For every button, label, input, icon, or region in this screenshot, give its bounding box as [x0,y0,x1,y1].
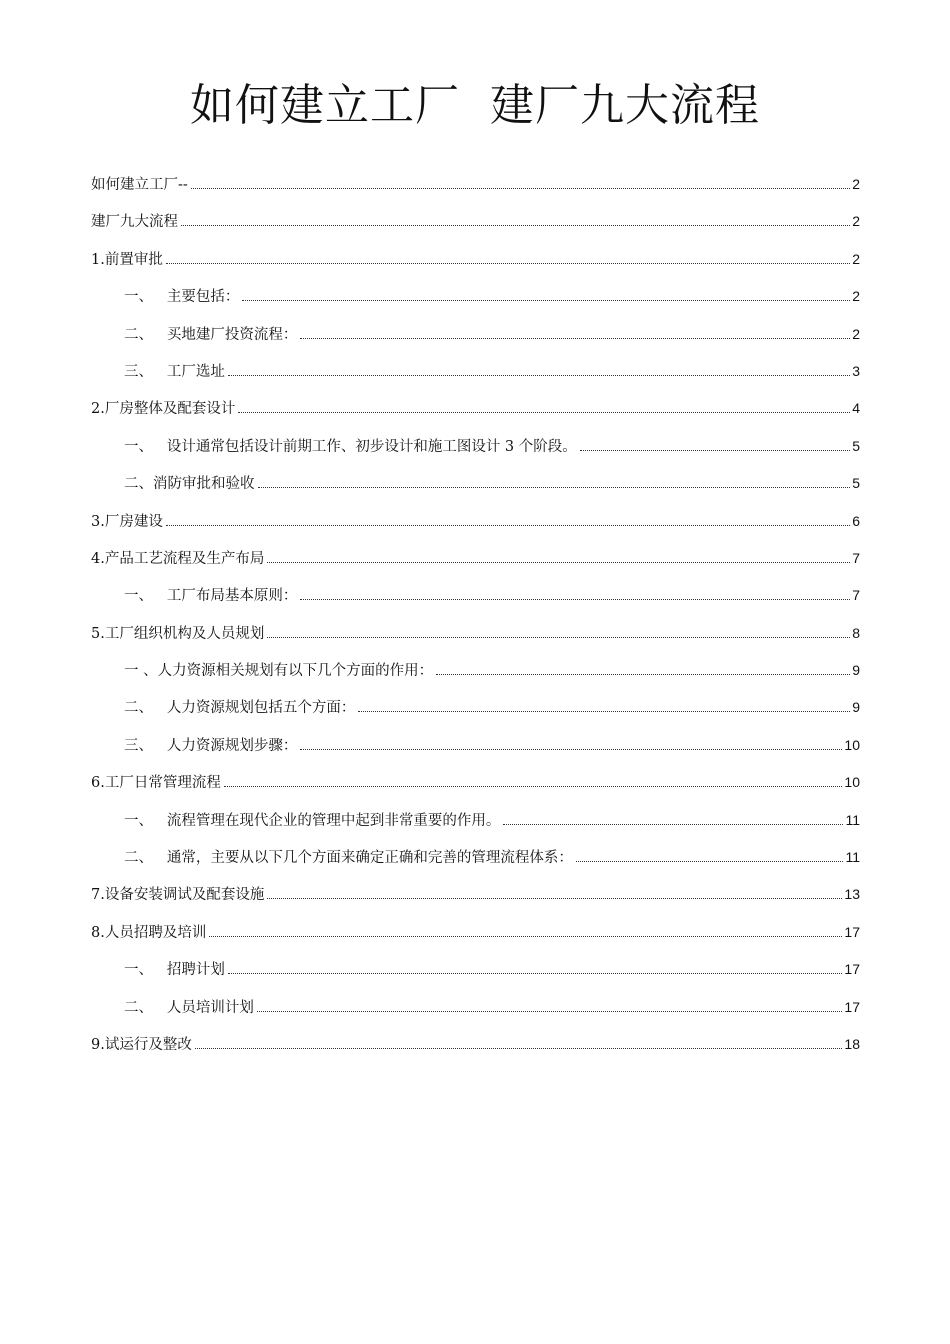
toc-entry-text: 4.产品工艺流程及生产布局 [91,550,265,567]
toc-entry-text: 一、 设计通常包括设计前期工作、初步设计和施工图设计 3 个阶段。 [124,438,577,455]
toc-dot-leader [166,263,850,264]
toc-entry-text: 1.前置审批 [91,251,163,268]
toc-entry-text: 8.人员招聘及培训 [91,924,207,941]
toc-page-number: 2 [852,250,860,267]
toc-entry[interactable] [91,284,860,321]
toc-entry[interactable] [91,957,860,994]
toc-page-number: 8 [852,624,860,641]
toc-page-number: 17 [844,961,860,978]
toc-page-number: 6 [852,512,860,529]
toc-page-number: 11 [845,811,860,828]
toc-entry[interactable] [91,920,860,957]
toc-entry[interactable] [91,808,860,845]
toc-entry-text: 三、 工厂选址 [124,363,225,380]
toc-dot-leader [267,562,850,563]
toc-entry-text: 3.厂房建设 [91,513,163,530]
toc-entry[interactable] [91,434,860,471]
toc-page-number: 2 [852,288,860,305]
toc-page-number: 2 [852,213,860,230]
toc-page-number: 7 [852,549,860,566]
toc-dot-leader [267,898,842,899]
toc-page-number: 10 [844,736,860,753]
toc-entry[interactable] [91,658,860,695]
toc-entry-text: 二、 人力资源规划包括五个方面： [124,700,356,717]
toc-entry-text: 二、 人员培训计划 [124,999,254,1016]
toc-page-number: 9 [852,662,860,679]
toc-dot-leader [436,674,850,675]
toc-dot-leader [181,225,850,226]
toc-page-number: 9 [852,699,860,716]
toc-entry-text: 二、 买地建厂投资流程： [124,326,298,343]
toc-dot-leader [267,637,850,638]
toc-entry[interactable] [91,882,860,919]
toc-page-number: 13 [844,886,860,903]
toc-entry-text: 一、 主要包括： [124,289,240,306]
toc-entry-text: 二、消防审批和验收 [124,476,255,493]
toc-entry-text: 一 、人力资源相关规划有以下几个方面的作用： [124,663,434,680]
toc-page-number: 2 [852,176,860,192]
toc-dot-leader [300,599,850,600]
toc-dot-leader [224,786,843,787]
table-of-contents [91,172,860,1069]
toc-page-number: 2 [852,325,860,342]
toc-dot-leader [258,487,851,488]
toc-entry[interactable] [91,995,860,1032]
toc-dot-leader [576,861,844,862]
toc-entry[interactable] [91,621,860,658]
toc-entry-text: 一、 流程管理在现代企业的管理中起到非常重要的作用。 [124,812,501,829]
toc-dot-leader [257,1011,843,1012]
toc-page-number: 4 [852,400,860,417]
toc-entry-text: 二、 通常，主要从以下几个方面来确定正确和完善的管理流程体系： [124,850,573,867]
toc-entry-text: 7.设备安装调试及配套设施 [91,887,265,904]
toc-entry[interactable] [91,209,860,246]
toc-dot-leader [242,300,850,301]
toc-page-number: 3 [852,362,860,379]
toc-entry-text: 5.工厂组织机构及人员规划 [91,625,265,642]
toc-entry[interactable] [91,770,860,807]
toc-entry-text: 三、 人力资源规划步骤： [124,737,298,754]
toc-entry-text: 一、 招聘计划 [124,962,225,979]
toc-entry[interactable] [91,509,860,546]
toc-dot-leader [228,973,843,974]
toc-dot-leader [228,375,850,376]
toc-entry-text: 2.厂房整体及配套设计 [91,401,236,418]
toc-dot-leader [300,338,850,339]
toc-page-number: 10 [844,774,860,791]
toc-entry[interactable] [91,172,860,209]
toc-entry[interactable] [91,247,860,284]
toc-page-number: 17 [844,998,860,1015]
document-title: 如何建立工厂 建厂九大流程 [190,80,760,131]
toc-dot-leader [238,412,850,413]
toc-dot-leader [358,711,850,712]
toc-entry[interactable] [91,733,860,770]
toc-dot-leader [580,450,850,451]
toc-entry-text: 6.工厂日常管理流程 [91,775,221,792]
toc-page-number: 5 [852,475,860,492]
toc-page-number: 18 [844,1035,860,1052]
toc-entry-text: 一、 工厂布局基本原则： [124,588,298,605]
toc-entry[interactable] [91,471,860,508]
toc-page-number: 17 [844,923,860,940]
toc-entry[interactable] [91,1032,860,1069]
toc-dot-leader [209,936,842,937]
toc-entry[interactable] [91,396,860,433]
toc-page-number: 11 [845,849,860,866]
toc-entry[interactable] [91,359,860,396]
toc-page-number: 7 [852,587,860,604]
toc-entry[interactable] [91,695,860,732]
toc-entry-text: 如何建立工厂-- [91,177,188,193]
toc-entry[interactable] [91,322,860,359]
toc-dot-leader [191,188,850,189]
toc-dot-leader [503,824,843,825]
toc-dot-leader [195,1048,843,1049]
toc-entry[interactable] [91,583,860,620]
toc-entry[interactable] [91,546,860,583]
toc-page-number: 5 [852,437,860,454]
toc-dot-leader [166,525,850,526]
toc-entry-text: 建厂九大流程 [91,214,178,231]
toc-dot-leader [300,749,842,750]
toc-entry-text: 9.试运行及整改 [91,1036,192,1053]
toc-entry[interactable] [91,845,860,882]
